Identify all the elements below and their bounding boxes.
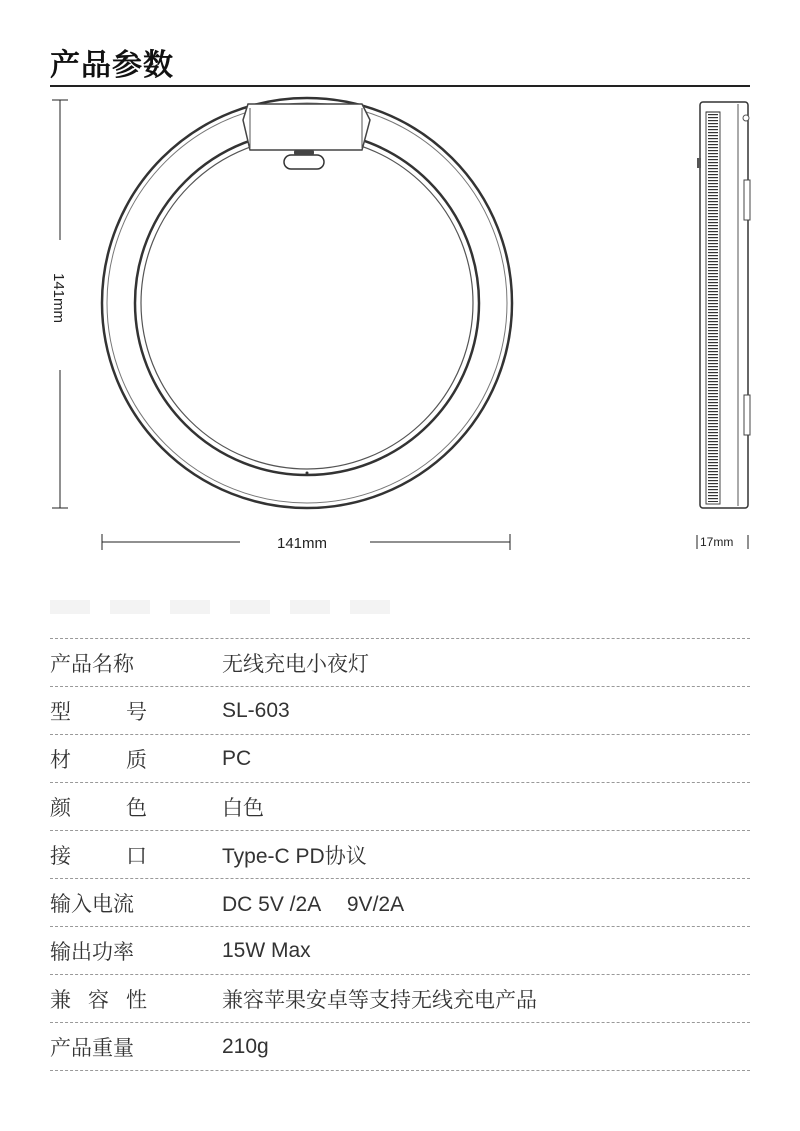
- width-label: 141mm: [277, 535, 328, 552]
- table-row: [50, 1023, 750, 1071]
- spec-value: SL-603: [222, 698, 290, 722]
- spec-value: 无线充电小夜灯: [222, 652, 369, 676]
- spec-label: 产品重量: [50, 1035, 134, 1060]
- table-row: [50, 783, 750, 831]
- spec-value: PC: [222, 746, 252, 770]
- table-row: [50, 927, 750, 975]
- thickness-dimension: [697, 535, 748, 549]
- spec-value: 兼容苹果安卓等支持无线充电产品: [222, 988, 537, 1012]
- indicator-light: [284, 155, 324, 169]
- spec-label: 输出功率: [50, 939, 134, 964]
- table-row: [50, 687, 750, 735]
- spec-value: 210g: [222, 1034, 269, 1058]
- table-row: [50, 639, 750, 687]
- table-row: [50, 831, 750, 879]
- spec-label: 材质: [50, 747, 202, 772]
- spec-label: 产品名称: [50, 651, 134, 676]
- faint-watermark: [50, 600, 400, 614]
- spec-label: 颜色: [50, 795, 202, 820]
- spec-table: [50, 638, 750, 1071]
- width-dimension: [102, 534, 510, 552]
- spec-label: 接口: [50, 843, 202, 868]
- side-view: [697, 102, 750, 508]
- spec-value: 15W Max: [222, 938, 311, 962]
- height-dimension: [50, 100, 68, 508]
- page-title: 产品参数: [50, 48, 174, 83]
- thickness-label: 17mm: [700, 535, 734, 549]
- spec-value: Type-C PD协议: [222, 844, 367, 868]
- spec-label: 输入电流: [50, 891, 134, 916]
- table-row: [50, 975, 750, 1023]
- spec-value: DC 5V /2A 9V/2A: [222, 892, 405, 916]
- table-row: [50, 735, 750, 783]
- front-view: [102, 98, 512, 508]
- spec-value: 白色: [222, 796, 264, 820]
- height-label: 141mm: [50, 273, 67, 324]
- spec-label: 型号: [50, 699, 202, 724]
- spec-label: 兼容性: [50, 987, 164, 1012]
- table-row: [50, 879, 750, 927]
